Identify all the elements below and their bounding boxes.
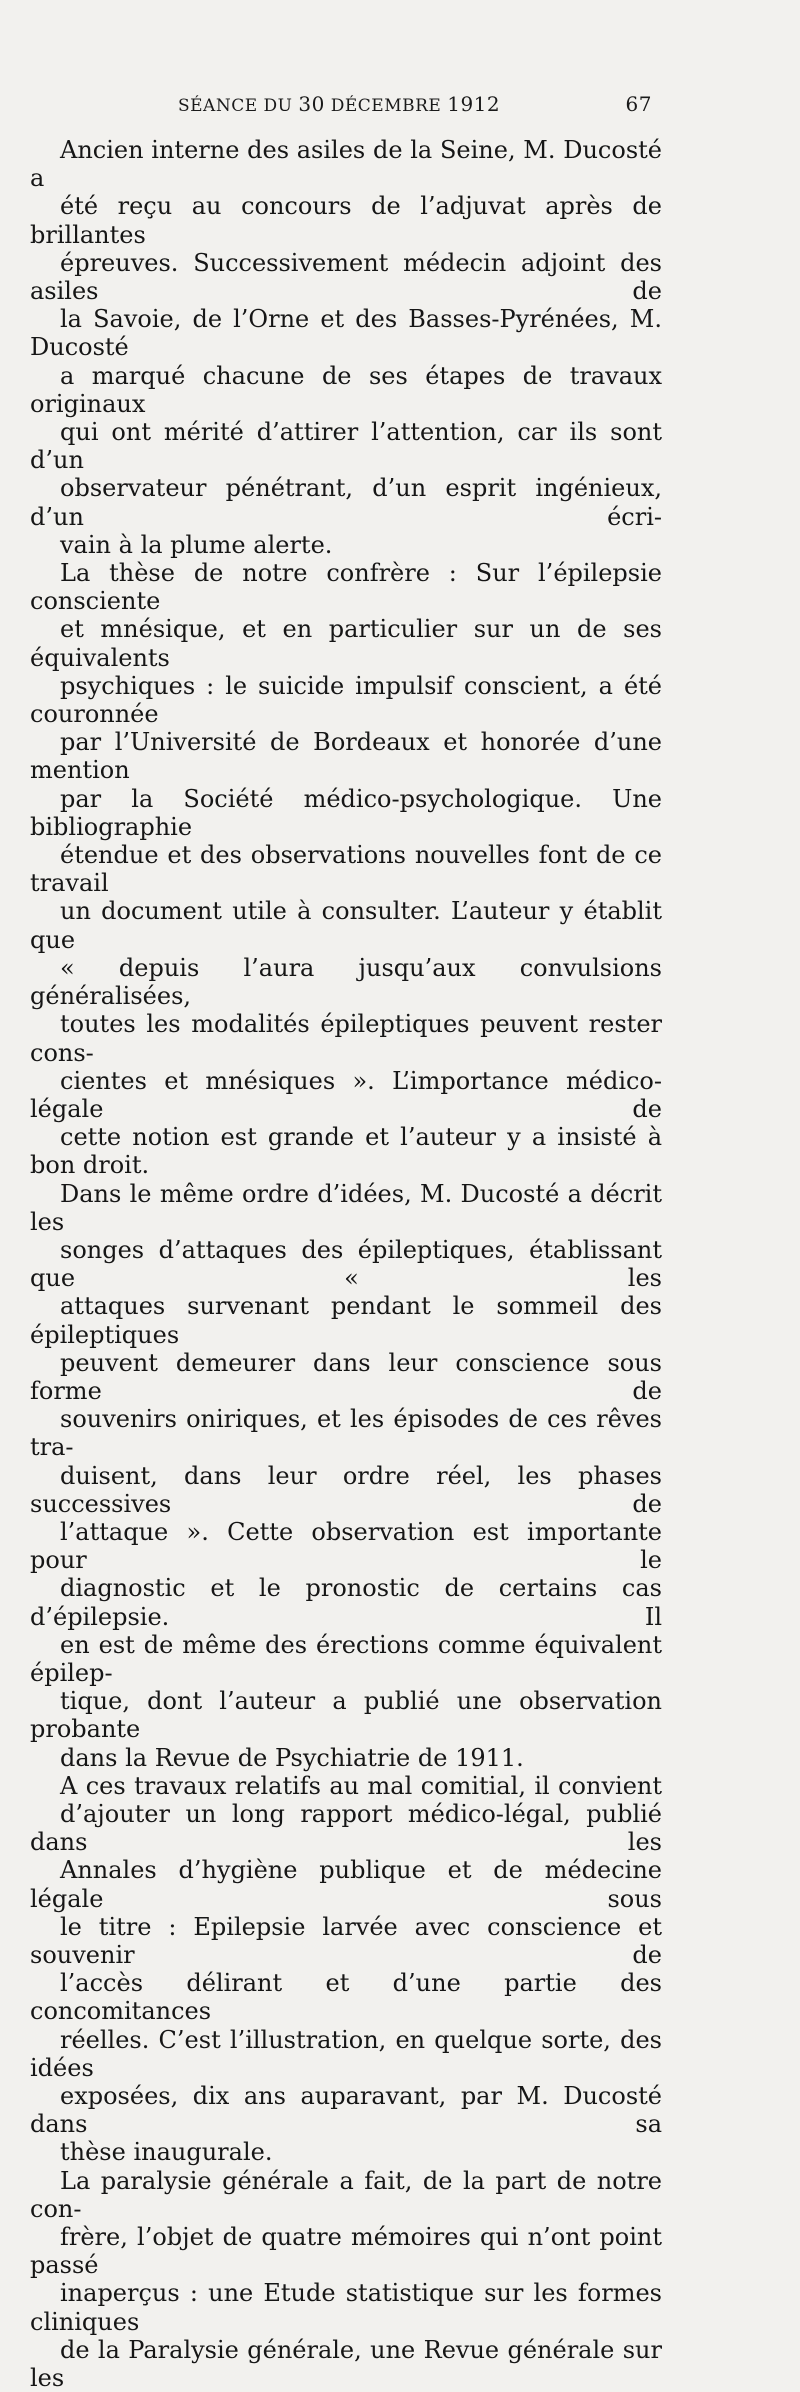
text-line: Dans le même ordre d’idées, M. Ducosté a décrit les [30,1179,662,1236]
text-line: songes d’attaques des épileptiques, établissant que « les [30,1235,662,1293]
text-line: La thèse de notre confrère : Sur l’épilepsie consciente [30,559,662,616]
text-line: l’accès délirant et d’une partie des concomitances [30,1969,662,2026]
header-title-part: 30 [298,92,325,116]
text-line: étendue et des observations nouvelles font de ce travail [30,841,662,898]
text-line: de la Paralysie générale, une Revue générale sur les [30,2335,662,2392]
text-line: le titre : Epilepsie larvée avec conscience et souvenir de [30,1912,662,1969]
header-title-part: 1912 [447,92,501,116]
text-line: cientes et mnésiques ». L’importance médico-légale de [30,1066,662,1123]
text-line: dans la Revue de Psychiatrie de 1911. [60,1743,524,1772]
body-text [30,136,662,2392]
text-line: épreuves. Successivement médecin adjoint des asiles de [30,248,662,306]
text-line: A ces travaux relatifs au mal comitial, il convient [60,1771,662,1800]
text-line: la Savoie, de l’Orne et des Basses-Pyrénées, M. Ducosté [30,305,662,362]
text-line: attaques survenant pendant le sommeil des épileptiques [30,1292,662,1349]
header-title-part: DÉCEMBRE [324,96,448,116]
text-line: l’attaque ». Cette observation est importante pour le [30,1517,662,1575]
text-line: diagnostic et le pronostic de certains cas d’épilepsie. Il [30,1574,662,1631]
text-line: réelles. C’est l’illustration, en quelque sorte, des idées [30,2025,662,2082]
text-line: frère, l’objet de quatre mémoires qui n’ont point passé [30,2223,662,2280]
text-line: été reçu au concours de l’adjuvat après de brillantes [30,192,662,249]
text-line: peuvent demeurer dans leur conscience sous forme de [30,1348,662,1405]
header-title [178,92,500,116]
paragraph [30,559,662,1179]
page-number: 67 [625,92,652,116]
text-line: par la Société médico-psychologique. Une bibliographie [30,784,662,841]
text-line: exposées, dix ans auparavant, par M. Ducosté dans sa [30,2082,662,2139]
text-line: inaperçus : une Etude statistique sur les formes cliniques [30,2279,662,2336]
text-line: un document utile à consulter. L’auteur y établit que [30,897,662,954]
text-line: et mnésique, et en particulier sur un de ses équivalents [30,615,662,672]
text-line: toutes les modalités épileptiques peuvent rester cons- [30,1010,662,1067]
text-line: Annales d’hygiène publique et de médecine légale sous [30,1856,662,1913]
text-line: Ancien interne des asiles de la Seine, M. Ducosté a [30,136,662,193]
header-title-part: SÉANCE DU [178,96,299,116]
paragraph [30,1180,662,1772]
text-line: psychiques : le suicide impulsif conscient, a été couronnée [30,671,662,729]
text-line: a marqué chacune de ses étapes de travaux originaux [30,361,662,418]
text-line: qui ont mérité d’attirer l’attention, car ils sont d’un [30,418,662,475]
text-line: La paralysie générale a fait, de la part de notre con- [30,2166,662,2223]
text-line: vain à la plume alerte. [60,530,333,559]
text-line: tique, dont l’auteur a publié une observation probante [30,1687,662,1744]
paragraph [30,136,662,559]
paragraph [30,2167,662,2392]
text-line: cette notion est grande et l’auteur y a insisté à bon droit. [30,1123,662,1180]
text-line: souvenirs oniriques, et les épisodes de ces rêves tra- [30,1405,662,1462]
text-line: duisent, dans leur ordre réel, les phases successives de [30,1461,662,1518]
text-line: thèse inaugurale. [60,2138,273,2167]
text-line: « depuis l’aura jusqu’aux convulsions généralisées, [30,953,662,1011]
text-line: en est de même des érections comme équivalent épilep- [30,1630,662,1687]
paragraph [30,1772,662,2167]
text-line: par l’Université de Bordeaux et honorée d’une mention [30,728,662,785]
text-line: observateur pénétrant, d’un esprit ingénieux, d’un écri- [30,474,662,531]
text-line: d’ajouter un long rapport médico-légal, publié dans les [30,1799,662,1857]
